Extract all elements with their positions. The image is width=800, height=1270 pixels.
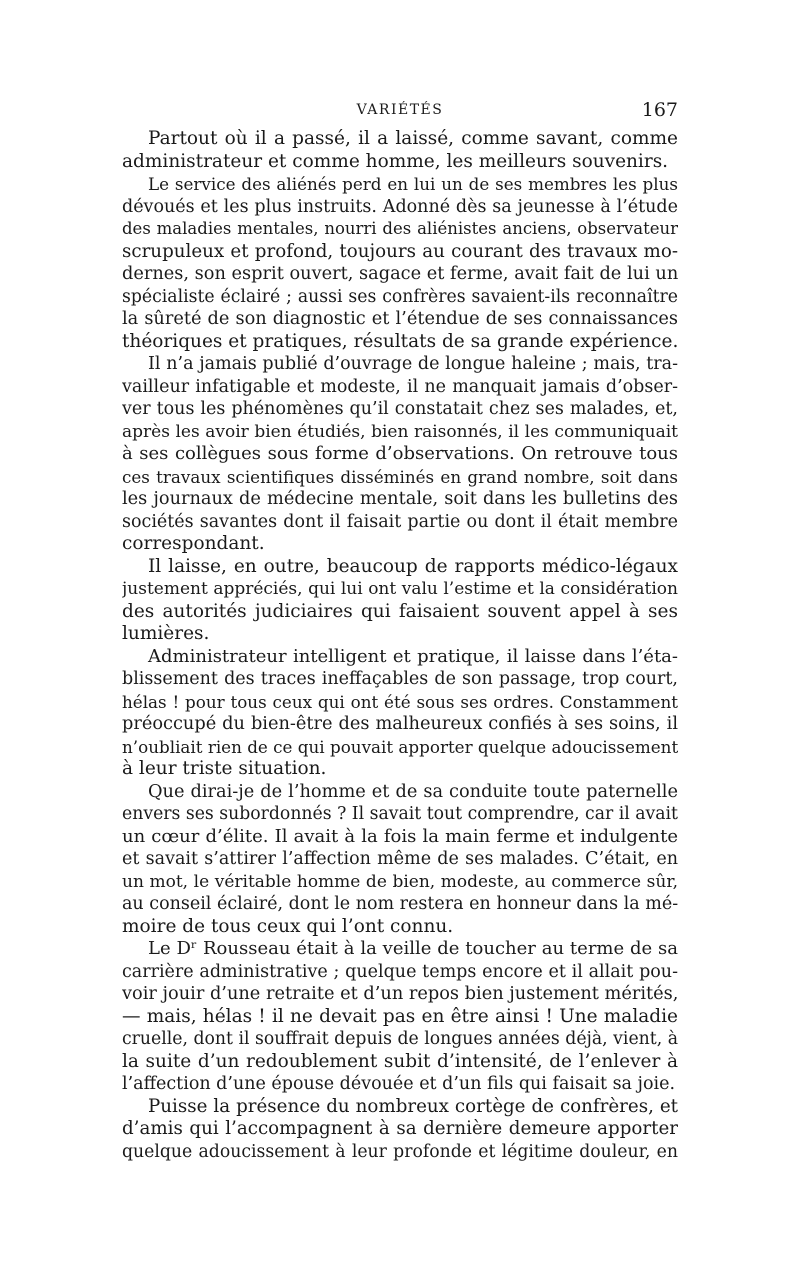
text-line: ces travaux scientifiques disséminés en grand nombre, soit dans — [122, 466, 678, 487]
text-line: au conseil éclairé, dont le nom restera en honneur dans la mé- — [122, 894, 678, 914]
text-line: Le Dʳ Rousseau était à la veille de toucher au terme de sa — [148, 938, 678, 959]
body-text — [122, 128, 678, 1163]
text-line: Le service des aliénés perd en lui un de ses membres les plus — [148, 174, 678, 194]
text-line: la sûreté de son diagnostic et l’étendue de ses connaissances — [122, 309, 678, 329]
text-line: ver tous les phénomènes qu’il constatait chez ses malades, et, — [122, 399, 678, 419]
text-line: Puisse la présence du nombreux cortège de confrères, et — [148, 1095, 678, 1117]
text-line: envers ses subordonnés ? Il savait tout comprendre, car il avait — [122, 804, 678, 824]
text-line: un cœur d’élite. Il avait à la fois la main ferme et indulgente — [122, 825, 678, 847]
running-header — [122, 98, 678, 122]
text-line: cruelle, dont il souffrait depuis de longues années déjà, vient, à — [122, 1029, 678, 1049]
text-line: après les avoir bien étudiés, bien raisonnés, il les communiquait — [122, 421, 678, 442]
running-title: VARIÉTÉS — [356, 102, 444, 118]
text-line: dévoués et les plus instruits. Adonné dès sa jeunesse à l’étude — [122, 196, 678, 217]
text-line: Que dirai-je de l’homme et de sa conduite toute paternelle — [148, 781, 678, 802]
text-line: théoriques et pratiques, résultats de sa grande expérience. — [122, 330, 678, 352]
text-line: à ses collègues sous forme d’observations. On retrouve tous — [122, 443, 678, 464]
text-line: scrupuleux et profond, toujours au courant des travaux mo- — [122, 240, 678, 262]
text-line: lumières. — [122, 623, 210, 644]
text-line: à leur triste situation. — [122, 758, 327, 779]
text-line: Partout où il a passé, il a laissé, comme savant, comme — [148, 128, 678, 149]
text-line: administrateur et comme homme, les meilleurs souvenirs. — [122, 150, 669, 172]
text-line: — mais, hélas ! il ne devait pas en être ainsi ! Une maladie — [122, 1005, 678, 1027]
text-line: dernes, son esprit ouvert, sagace et ferme, avait fait de lui un — [122, 264, 678, 284]
text-line: des autorités judiciaires qui faisaient souvent appel à ses — [122, 600, 678, 622]
text-line: n’oubliait rien de ce qui pouvait apporter quelque adoucissement — [122, 736, 678, 757]
text-line: des maladies mentales, nourri des aliénistes anciens, observateur — [122, 219, 678, 238]
text-line: moire de tous ceux qui l’ont connu. — [122, 915, 454, 937]
text-line: un mot, le véritable homme de bien, modeste, au commerce sûr, — [122, 871, 678, 892]
text-line: sociétés savantes dont il faisait partie ou dont il était membre — [122, 511, 678, 532]
text-line: spécialiste éclairé ; aussi ses confrères savaient-ils reconnaître — [122, 286, 678, 307]
text-line: l’affection d’une épouse dévouée et d’un fils qui faisait sa joie. — [122, 1074, 676, 1094]
text-line: correspondant. — [122, 533, 265, 554]
text-line: préoccupé du bien-être des malheureux confiés à ses soins, il — [122, 714, 678, 734]
text-line: quelque adoucissement à leur profonde et légitime douleur, en — [122, 1141, 678, 1162]
text-line: les journaux de médecine mentale, soit dans les bulletins des — [122, 489, 678, 509]
text-line: voir jouir d’une retraite et d’un repos bien justement mérités, — [122, 984, 678, 1004]
text-line: blissement des traces ineffaçables de son passage, trop court, — [122, 669, 678, 689]
page-number: 167 — [641, 99, 678, 121]
text-line: d’amis qui l’accompagnent à sa dernière demeure apporter — [122, 1118, 678, 1139]
text-line: justement appréciés, qui lui ont valu l’estime et la considération — [122, 579, 678, 599]
text-line: hélas ! pour tous ceux qui ont été sous ses ordres. Constamment — [122, 691, 678, 712]
text-line: Il n’a jamais publié d’ouvrage de longue haleine ; mais, tra- — [148, 354, 678, 374]
text-line: la suite d’un redoublement subit d’intensité, de l’enlever à — [122, 1050, 678, 1072]
text-line: vailleur infatigable et modeste, il ne manquait jamais d’obser- — [122, 376, 678, 397]
text-line: carrière administrative ; quelque temps encore et il allait pou- — [122, 961, 678, 982]
text-line: et savait s’attirer l’affection même de ses malades. C’était, en — [122, 849, 678, 869]
text-line: Administrateur intelligent et pratique, il laisse dans l’éta- — [148, 645, 678, 667]
text-line: Il laisse, en outre, beaucoup de rapports médico-légaux — [148, 555, 678, 577]
